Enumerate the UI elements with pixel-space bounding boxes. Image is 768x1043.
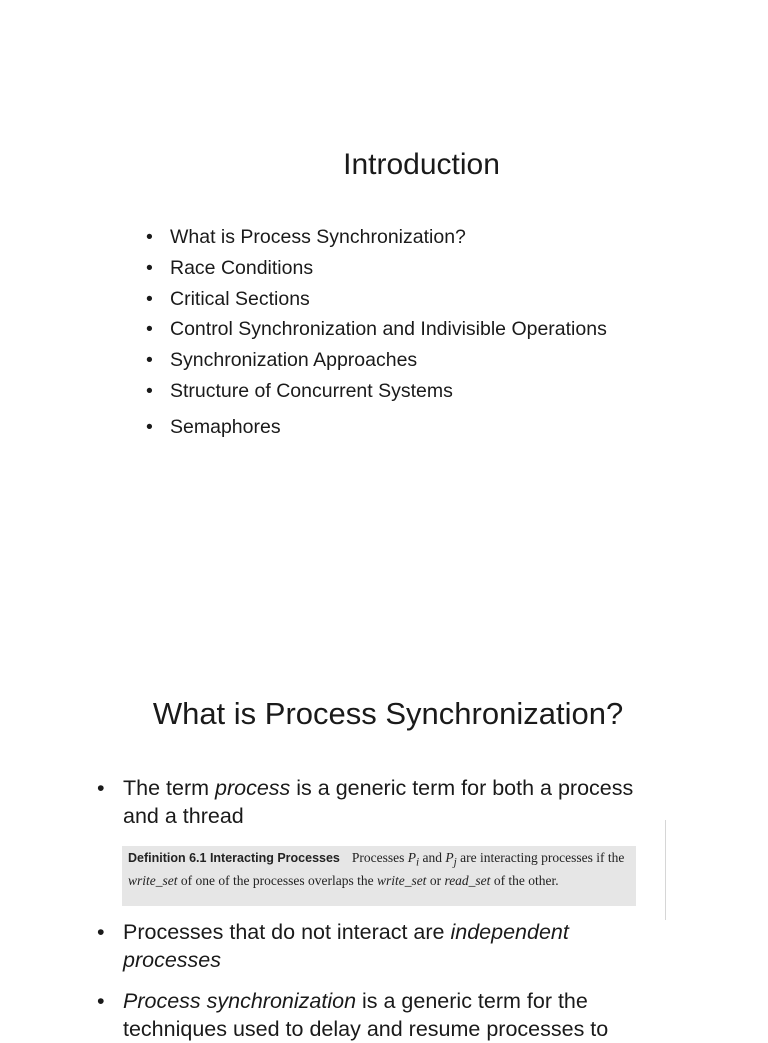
definition-label: Definition 6.1 Interacting Processes	[128, 851, 340, 865]
bullet-text: Process synchronization is a generic term for the techniques used to delay and resume processes to	[123, 989, 609, 1041]
bullet-glyph: •	[97, 989, 105, 1013]
slide-title: What is Process Synchronization?	[152, 696, 624, 731]
bullet-item: • Race Conditions	[146, 253, 607, 284]
bullet-item	[97, 918, 667, 974]
bullet-item	[97, 987, 667, 1043]
bullet-item: • Synchronization Approaches	[146, 345, 607, 376]
bullet-glyph: •	[97, 920, 105, 944]
bullet-list	[146, 222, 607, 443]
slide-title: Introduction	[343, 148, 500, 181]
bullet-glyph: •	[97, 776, 105, 800]
slide-process-synchronization	[0, 660, 768, 1041]
bullet-text: Processes that do not interact are independent processes	[123, 920, 569, 972]
bullet-item: • Semaphores	[146, 412, 607, 443]
bullet-item	[97, 774, 667, 830]
bullet-item: • Structure of Concurrent Systems	[146, 376, 607, 407]
bullet-text: The term process is a generic term for both a process and a thread	[123, 776, 634, 828]
bullet-item: • What is Process Synchronization?	[146, 222, 607, 253]
definition-box: Definition 6.1 Interacting Processes Processes $P_i$ and $P_j$ are interacting processes if the write_set of one of the processes overlaps the write_set or read_set of the other.	[122, 846, 636, 906]
bullet-item: • Critical Sections	[146, 284, 607, 315]
bullet-item: • Control Synchronization and Indivisible Operations	[146, 314, 607, 345]
divider	[665, 820, 666, 920]
